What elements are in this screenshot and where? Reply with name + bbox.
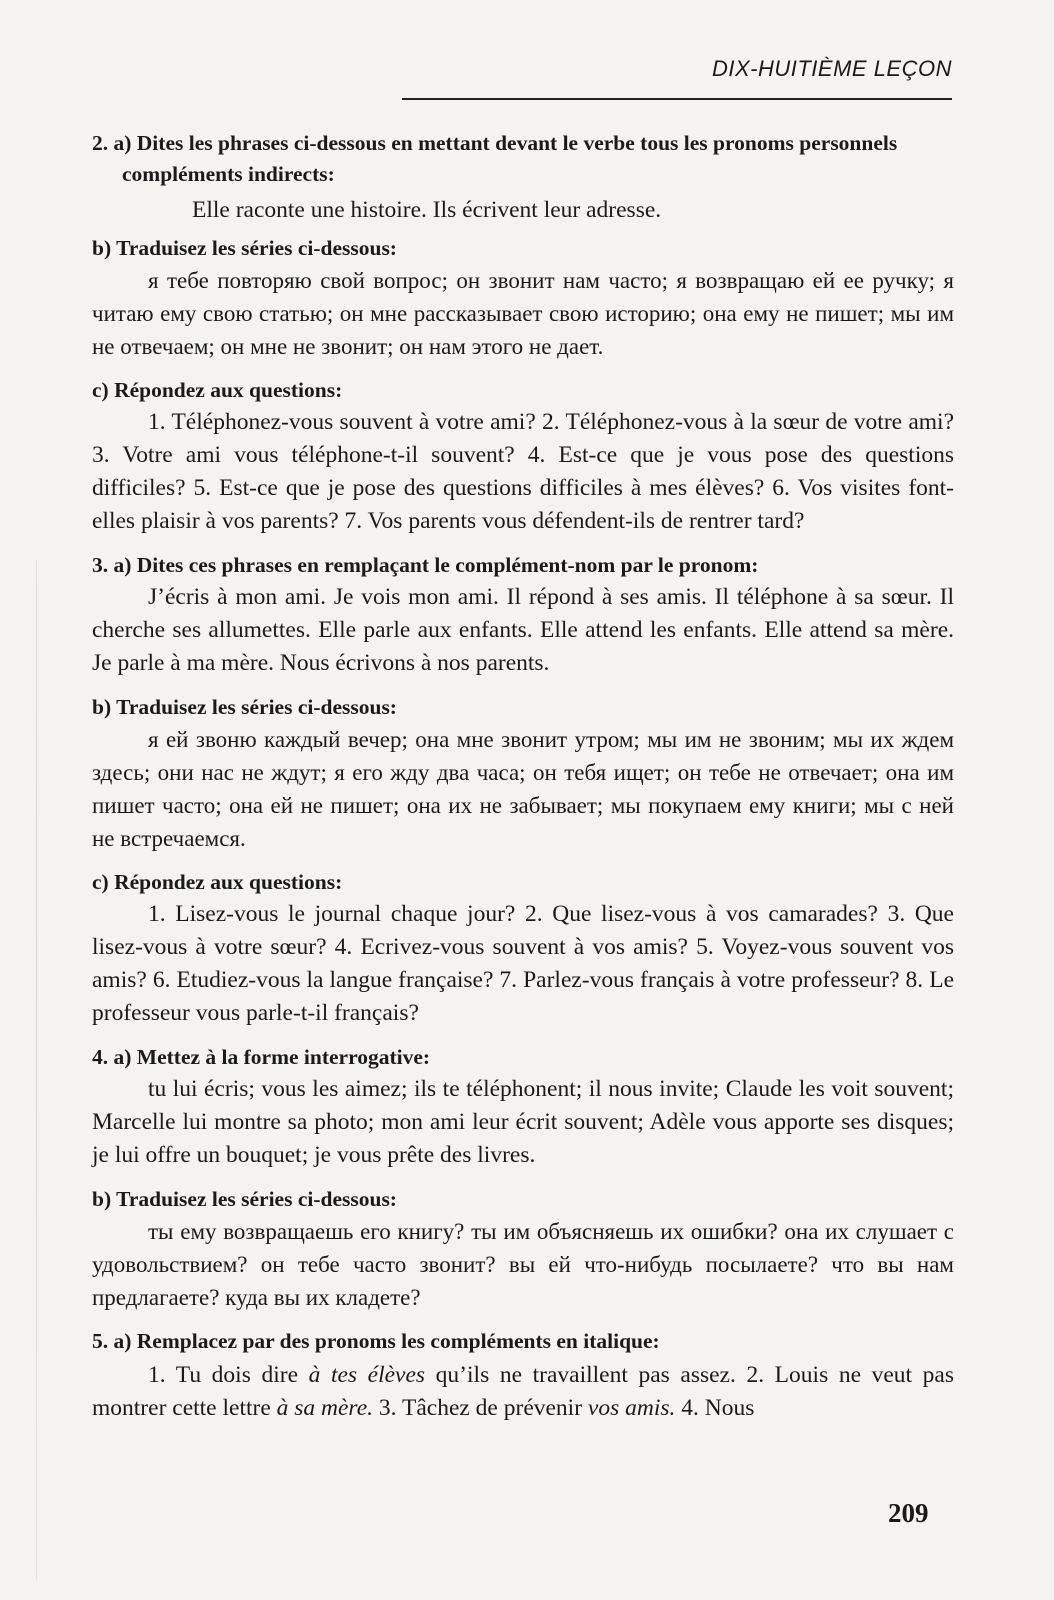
- exercise-4a-text: tu lui écris; vous les aimez; ils te téléphonent; il nous invite; Claude les voit souvent; Marcelle lui montre sa photo; mon ami leur écrit souvent; Adèle vous apporte ses disques; je lui offre un bouquet; je vous prête des livres.: [92, 1076, 954, 1168]
- exercise-2a-example: Elle raconte une histoire. Ils écrivent leur adresse.: [192, 197, 662, 223]
- exercise-3b-heading: b) Traduisez les séries ci-dessous:: [92, 695, 397, 719]
- exercise-3c-heading: c) Répondez aux questions:: [92, 870, 343, 894]
- exercise-2: [92, 128, 954, 538]
- exercise-3: [92, 550, 954, 1030]
- ex5-italic-2: à sa mère.: [276, 1395, 374, 1421]
- exercise-4: [92, 1042, 954, 1314]
- exercise-2c-heading: c) Répondez aux questions:: [92, 378, 343, 402]
- exercise-5: [92, 1326, 954, 1425]
- ex5-italic-3: vos amis.: [587, 1395, 676, 1421]
- ex5-text-1: 1. Tu dois dire: [148, 1362, 309, 1388]
- ex5-italic-1: à tes élèves: [308, 1362, 426, 1388]
- header-rule: [402, 98, 952, 100]
- exercise-2b-heading: b) Traduisez les séries ci-dessous:: [92, 236, 397, 260]
- exercise-3a-heading: 3. a) Dites ces phrases en remplaçant le complément-nom par le pronom:: [92, 553, 759, 577]
- ex5-text-2: qu’ils ne travaillent pas assez. 2. Louis ne veut pas montrer cette lettre: [92, 1362, 954, 1421]
- ex5-text-4: 4. Nous: [675, 1395, 755, 1421]
- exercise-5a-heading: 5. a) Remplacez par des pronoms les compléments en italique:: [92, 1329, 660, 1353]
- exercise-4b-text: ты ему возвращаешь его книгу? ты им объясняешь их ошибки? она их слушает с удовольствием? он тебе часто звонит? вы ей что-нибудь посылаете? что вы нам предлагаете? куда вы их кладете?: [92, 1219, 954, 1310]
- running-header: DIX-HUITIÈME LEÇON: [711, 56, 952, 81]
- exercise-3b-text: я ей звоню каждый вечер; она мне звонит утром; мы им не звоним; мы их ждем здесь; они нас не ждут; я его жду два часа; он тебя ищет; он тебе не отвечает; она им пишет часто; она ей не пишет; она их не забывает; мы покупаем ему книги; мы с ней не встречаемся.: [92, 727, 954, 851]
- exercise-2b-text: я тебе повторяю свой вопрос; он звонит нам часто; я возвращаю ей ее ручку; я читаю ему свою статью; он мне рассказывает свою историю; она ему не пишет; мы им не отвечаем; он мне не звонит; он нам этого не дает.: [92, 268, 954, 359]
- exercise-2c-text: 1. Téléphonez-vous souvent à votre ami? 2. Téléphonez-vous à la sœur de votre ami? 3. Votre ami vous téléphone-t-il souvent? 4. Est-ce que je vous pose des questions difficiles? 5. Est-ce que je pose des questions difficiles à mes élèves? 6. Vos visites font-elles plaisir à vos parents? 7. Vos parents vous défendent-ils de rentrer tard?: [92, 409, 954, 534]
- page-number: 209: [888, 1498, 929, 1528]
- exercise-2a-heading: 2. a) Dites les phrases ci-dessous en mettant devant le verbe tous les pronoms personnels compléments indirects:: [92, 131, 898, 186]
- exercise-4b-heading: b) Traduisez les séries ci-dessous:: [92, 1187, 397, 1211]
- exercise-5a-text: [92, 1359, 954, 1425]
- ex5-text-3: 3. Tâchez de prévenir: [373, 1395, 588, 1421]
- exercise-3a-text: J’écris à mon ami. Je vois mon ami. Il répond à ses amis. Il téléphone à sa sœur. Il cherche ses allumettes. Elle parle aux enfants. Elle attend les enfants. Elle attend sa mère. Je parle à ma mère. Nous écrivons à nos parents.: [92, 584, 954, 676]
- scan-edge-mark: [36, 560, 37, 1580]
- exercise-3c-text: 1. Lisez-vous le journal chaque jour? 2. Que lisez-vous à vos camarades? 3. Que lisez-vous à votre sœur? 4. Ecrivez-vous souvent à vos amis? 5. Voyez-vous souvent vos amis? 6. Etudiez-vous la langue française? 7. Parlez-vous français à votre professeur? 8. Le professeur vous parle-t-il français?: [92, 901, 954, 1026]
- exercise-4a-heading: 4. a) Mettez à la forme interrogative:: [92, 1045, 431, 1069]
- page-content: [92, 128, 954, 1437]
